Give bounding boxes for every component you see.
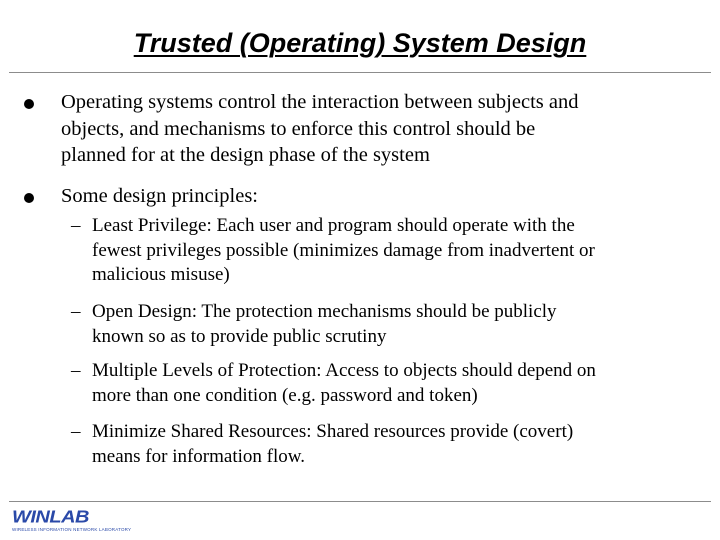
sub-bullet-text: [92, 300, 692, 349]
bullet-line: objects, and mechanisms to enforce this control should be: [61, 117, 536, 140]
sub-bullet-text: [92, 214, 692, 288]
sub-bullet-line: means for information flow.: [92, 445, 305, 467]
sub-bullet-text: [92, 359, 692, 408]
logo-tagline: WIRELESS INFORMATION NETWORK LABORATORY: [12, 527, 132, 532]
dash-icon: –: [71, 215, 81, 236]
slide-title: Trusted (Operating) System Design: [133, 28, 587, 58]
sub-bullet-line: Least Privilege: Each user and program should operate with the: [92, 215, 575, 236]
sub-bullet-line: Multiple Levels of Protection: Access to objects should depend on: [92, 360, 596, 381]
sub-bullet-line: fewest privileges possible (minimizes damage from inadvertent or: [92, 239, 595, 261]
sub-bullet-line: Open Design: The protection mechanisms should be publicly: [92, 301, 557, 322]
bullet-line: planned for at the design phase of the system: [61, 144, 430, 166]
bullet-dot-icon: [24, 193, 34, 203]
dash-icon: –: [71, 421, 81, 442]
bullet-text: [61, 183, 681, 210]
winlab-logo: [12, 507, 132, 538]
sub-bullet-text: [92, 420, 692, 469]
bullet-text: [61, 89, 681, 169]
sub-bullet-line: Minimize Shared Resources: Shared resources provide (covert): [92, 421, 574, 442]
bullet-dot-icon: [24, 99, 34, 109]
sub-bullet-line: malicious misuse): [92, 264, 230, 285]
sub-bullet-line: known so as to provide public scrutiny: [92, 325, 387, 347]
sub-bullet-line: more than one condition (e.g. password and token): [92, 384, 478, 406]
footer-divider: [9, 501, 711, 502]
bullet-line: Some design principles:: [61, 185, 259, 207]
title-divider: [9, 72, 711, 73]
dash-icon: –: [71, 360, 81, 381]
logo-wordmark: WINLAB: [12, 507, 89, 527]
bullet-line: Operating systems control the interaction between subjects and: [61, 91, 579, 113]
dash-icon: –: [71, 301, 81, 322]
